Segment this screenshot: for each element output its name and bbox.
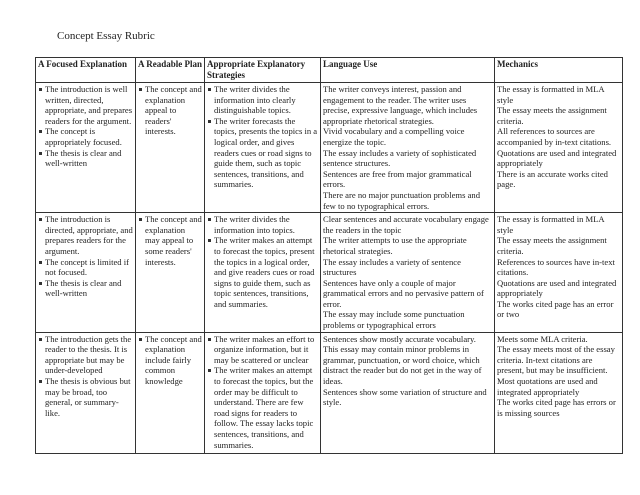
criterion-line: Sentences have only a couple of major grammatical errors and no pervasive pattern of error. bbox=[323, 277, 484, 309]
header-focused-explanation: A Focused Explanation bbox=[36, 58, 136, 83]
criterion-line: The writer conveys interest, passion and engagement to the reader. The writer uses precise, expressive language, which includes appropriate rhetorical strategies. bbox=[323, 84, 478, 126]
header-explanatory-strategies: Appropriate Explanatory Strategies bbox=[205, 58, 321, 83]
criterion-line: The works cited page has an error or two bbox=[497, 298, 614, 320]
bullet-item: The thesis is obvious but may be broad, too general, or summary-like. bbox=[38, 376, 133, 418]
header-mechanics: Mechanics bbox=[495, 58, 623, 83]
bullet-item: The thesis is clear and well-written bbox=[38, 148, 133, 169]
criterion-line: Sentences are free from major grammatical errors. bbox=[323, 168, 472, 190]
criterion-line: All references to sources are accompanied by in-text citations. bbox=[497, 126, 612, 147]
document-title: Concept Essay Rubric bbox=[57, 30, 155, 42]
bullet-item: The introduction is well written, directed, appropriate, and prepares readers for the argument. bbox=[38, 84, 133, 126]
bullet-item: The concept and explanation appeal to readers' interests. bbox=[138, 84, 202, 137]
criterion-line: The essay meets most of the essay criteria. In-text citations are present, but may be insufficient. bbox=[497, 344, 615, 376]
cell-focused bbox=[36, 213, 136, 333]
criterion-line: The works cited page has errors or is missing sources bbox=[497, 397, 616, 418]
criterion-line: The essay is formatted in MLA style bbox=[497, 214, 605, 235]
header-row bbox=[36, 58, 623, 83]
bullet-item: The writer divides the information into clearly distinguishable topics. bbox=[207, 84, 318, 116]
criterion-line: Vivid vocabulary and a compelling voice energize the topic. bbox=[323, 126, 465, 147]
criterion-line: This essay may contain minor problems in grammar, punctuation, or word choice, which distract the reader but do not get in the way of ideas. bbox=[323, 344, 482, 387]
bullet-item: The introduction gets the reader to the thesis. It is appropriate but may be under-developed bbox=[38, 334, 133, 376]
criterion-line: There is an accurate works cited page. bbox=[497, 168, 608, 190]
cell-plan bbox=[136, 213, 205, 333]
bullet-item: The thesis is clear and well-written bbox=[38, 278, 133, 299]
cell-focused bbox=[36, 83, 136, 213]
bullet-item: The writer makes an attempt to forecast the topics, but the order may be difficult to understand. There are few road signs for readers to follow. The essay lacks topic sentences, transitions, and summaries. bbox=[207, 365, 318, 450]
table-row bbox=[36, 213, 623, 333]
cell-language bbox=[321, 83, 495, 213]
criterion-line: The essay is formatted in MLA style bbox=[497, 84, 605, 105]
bullet-item: The introduction is directed, appropriate, and prepares readers for the argument. bbox=[38, 214, 133, 256]
criterion-line: The essay may include some punctuation problems or typographical errors bbox=[323, 309, 465, 331]
bullet-item: The concept is limited if not focused. bbox=[38, 257, 133, 278]
cell-mechanics bbox=[495, 213, 623, 333]
criterion-line: The writer attempts to use the appropriate rhetorical strategies. bbox=[323, 235, 467, 256]
table-row bbox=[36, 332, 623, 453]
header-readable-plan: A Readable Plan bbox=[136, 58, 205, 83]
criterion-line: Sentences show some variation of structure and style. bbox=[323, 386, 487, 408]
cell-strategies bbox=[205, 332, 321, 453]
cell-strategies bbox=[205, 213, 321, 333]
cell-language bbox=[321, 332, 495, 453]
bullet-item: The concept and explanation include fairly common knowledge bbox=[138, 334, 202, 387]
criterion-line: Sentences show mostly accurate vocabulary. bbox=[323, 333, 476, 344]
criterion-line: The essay includes a variety of sentence structures bbox=[323, 256, 461, 278]
cell-focused bbox=[36, 332, 136, 453]
cell-plan bbox=[136, 83, 205, 213]
cell-mechanics bbox=[495, 332, 623, 453]
header-language-use: Language Use bbox=[321, 58, 495, 83]
cell-mechanics bbox=[495, 83, 623, 213]
criterion-line: Quotations are used and integrated appropriately bbox=[497, 277, 617, 299]
bullet-item: The concept and explanation may appeal to some readers' interests. bbox=[138, 214, 202, 267]
criterion-line: The essay meets the assignment criteria. bbox=[497, 105, 607, 126]
bullet-item: The writer makes an attempt to forecast the topics, present the topics in a logical order, and give readers cues or road signs to guide them, such as topic sentences, transitions, and summaries. bbox=[207, 235, 318, 309]
bullet-item: The writer makes an effort to organize information, but it may be scattered or unclear bbox=[207, 334, 318, 366]
rubric-table bbox=[35, 57, 623, 454]
cell-strategies bbox=[205, 83, 321, 213]
bullet-item: The writer divides the information into topics. bbox=[207, 214, 318, 235]
table-row bbox=[36, 83, 623, 213]
criterion-line: The essay meets the assignment criteria. bbox=[497, 235, 607, 256]
criterion-line: Meets some MLA criteria. bbox=[497, 333, 588, 344]
criterion-line: The essay includes a variety of sophisticated sentence structures. bbox=[323, 147, 477, 169]
bullet-item: The writer forecasts the topics, presents the topics in a logical order, and gives readers cues or road signs to guide them, such as topic sentences, transitions, and summaries. bbox=[207, 116, 318, 190]
cell-plan bbox=[136, 332, 205, 453]
criterion-line: Quotations are used and integrated appropriately bbox=[497, 147, 617, 169]
criterion-line: Most quotations are used and integrated appropriately bbox=[497, 376, 598, 397]
bullet-item: The concept is appropriately focused. bbox=[38, 126, 133, 147]
cell-language bbox=[321, 213, 495, 333]
criterion-line: References to sources have in-text citations. bbox=[497, 256, 615, 278]
criterion-line: Clear sentences and accurate vocabulary engage the readers in the topic bbox=[323, 214, 489, 235]
criterion-line: There are no major punctuation problems and few to no typographical errors. bbox=[323, 189, 481, 211]
